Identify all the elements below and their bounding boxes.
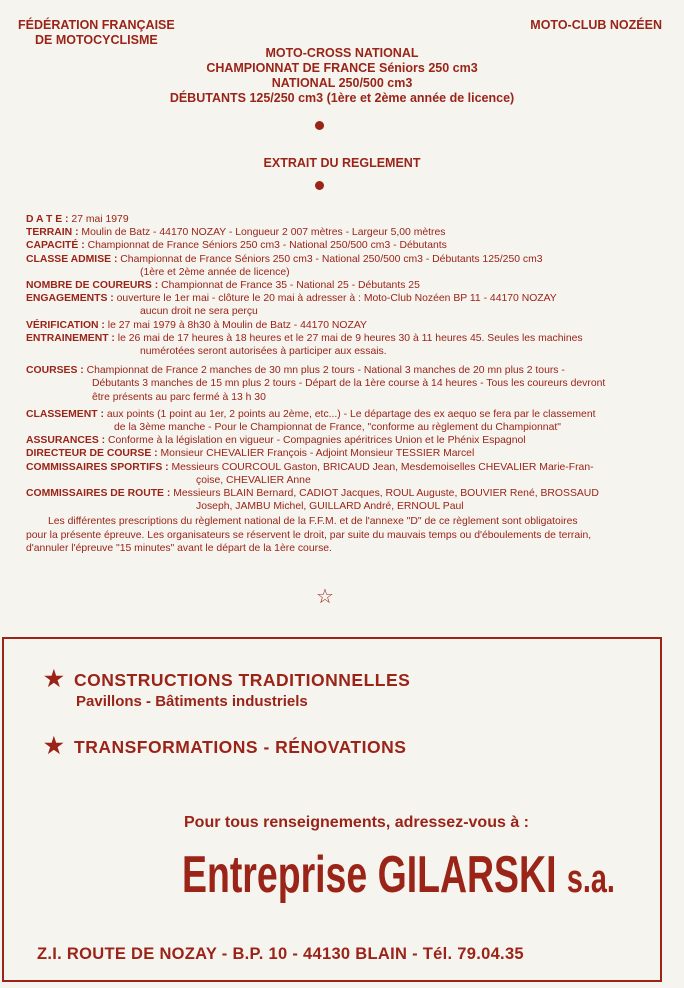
star-icon: ☆ — [316, 586, 334, 608]
rule-engagements: ENGAGEMENTS : ouverture le 1er mai - clôture le 20 mai à adresser à : Moto-Club Nozéen BP 11 - 44170 NOZAY aucun droit ne sera perçu — [26, 293, 557, 318]
section-title: EXTRAIT DU REGLEMENT — [263, 156, 421, 170]
rule-commissaires-route: COMMISSAIRES DE ROUTE : Messieurs BLAIN Bernard, CADIOT Jacques, ROUL Auguste, BOUVIER René, BROSSAUD Joseph, JAMBU Michel, GUILLARD André, ERNOUL Paul — [26, 488, 599, 513]
rule-verification: VÉRIFICATION : le 27 mai 1979 à 8h30 à Moulin de Batz - 44170 NOZAY — [26, 319, 367, 331]
federation-line-2: DE MOTOCYCLISME — [35, 33, 158, 47]
regulation-notice: Les différentes prescriptions du règlement national de la F.F.M. et de l'annexe "D" de ce règlement sont obligatoires pour la présente épreuve. Les organisateurs se réservent le droit, par suite du mauvais temps ou d'éboulements de terrain, d'annuler l'épreuve "15 minutes" avant le départ de la 1ère course. — [26, 516, 592, 555]
advert-heading-2: ★ TRANSFORMATIONS - RÉNOVATIONS — [44, 733, 407, 758]
event-title — [0, 46, 684, 106]
rule-entrainement: ENTRAINEMENT : le 26 mai de 17 heures à 18 heures et le 27 mai de 9 heures 30 à 11 heures 45. Seules les machines numérotées seront autorisées à participer aux essais. — [26, 332, 583, 358]
company-name: Entreprise GILARSKI s.a. — [182, 846, 615, 904]
rule-assurances: ASSURANCES : Conforme à la législation en vigueur - Compagnies apéritrices Union et le Phénix Espagnol — [26, 435, 526, 447]
rule-commissaires-sportifs: COMMISSAIRES SPORTIFS : Messieurs COURCOUL Gaston, BRICAUD Jean, Mesdemoiselles CHEVALIER Marie-Fran- çoise, CHEVALIER Anne — [26, 461, 594, 486]
rule-courses: COURSES : Championnat de France 2 manches de 30 mn plus 2 tours - National 3 manches de 20 mn plus 2 tours - Débutants 3 manches de 15 mn plus 2 tours - Départ de la 1ère course à 14 heures - Tous les coureurs devront être présents au parc fermé à 13 h 30 — [26, 365, 606, 403]
star-icon: ★ — [44, 733, 65, 758]
advertisement-box — [2, 637, 662, 982]
rule-capacite: CAPACITÉ : Championnat de France Séniors 250 cm3 - National 250/500 cm3 - Débutants — [26, 240, 447, 252]
rule-classement: CLASSEMENT : aux points (1 point au 1er, 2 points au 2ème, etc...) - Le départage des ex aequo se fera par le classement de la 3ème manche - Pour le Championnat de France, "conforme au règlement du Championnat" — [26, 408, 596, 434]
rule-directeur: DIRECTEUR DE COURSE : Monsieur CHEVALIER François - Adjoint Monsieur TESSIER Marcel — [26, 448, 475, 460]
rule-classe: CLASSE ADMISE : Championnat de France Séniors 250 cm3 - National 250/500 cm3 - Débutants 125/250 cm3 (1ère et 2ème année de licence) — [26, 253, 543, 278]
company-address: Z.I. ROUTE DE NOZAY - B.P. 10 - 44130 BLAIN - Tél. 79.04.35 — [37, 945, 524, 963]
title-line-1: MOTO-CROSS NATIONAL — [265, 46, 419, 60]
advert-info: Pour tous renseignements, adressez-vous à : — [184, 814, 529, 831]
title-line-3: NATIONAL 250/500 cm3 — [271, 76, 413, 90]
advert-heading-1: ★ CONSTRUCTIONS TRADITIONNELLES — [44, 666, 411, 691]
bullet-dot — [315, 181, 324, 190]
rule-date: D A T E : 27 mai 1979 — [26, 214, 129, 225]
rule-nombre: NOMBRE DE COUREURS : Championnat de France 35 - National 25 - Débutants 25 — [26, 280, 420, 292]
federation-header — [18, 18, 175, 48]
club-header: MOTO-CLUB NOZÉEN — [530, 18, 662, 32]
rules-list — [26, 213, 666, 556]
rule-terrain: TERRAIN : Moulin de Batz - 44170 NOZAY - Longueur 2 007 mètres - Largeur 5,00 mètres — [26, 227, 446, 239]
federation-line-1: FÉDÉRATION FRANÇAISE — [18, 18, 175, 32]
advert-subheading: Pavillons - Bâtiments industriels — [76, 693, 308, 710]
star-icon: ★ — [44, 666, 65, 691]
bullet-dot — [315, 121, 324, 130]
title-line-4: DÉBUTANTS 125/250 cm3 (1ère et 2ème année de licence) — [169, 91, 515, 105]
title-line-2: CHAMPIONNAT DE FRANCE Séniors 250 cm3 — [206, 61, 478, 75]
